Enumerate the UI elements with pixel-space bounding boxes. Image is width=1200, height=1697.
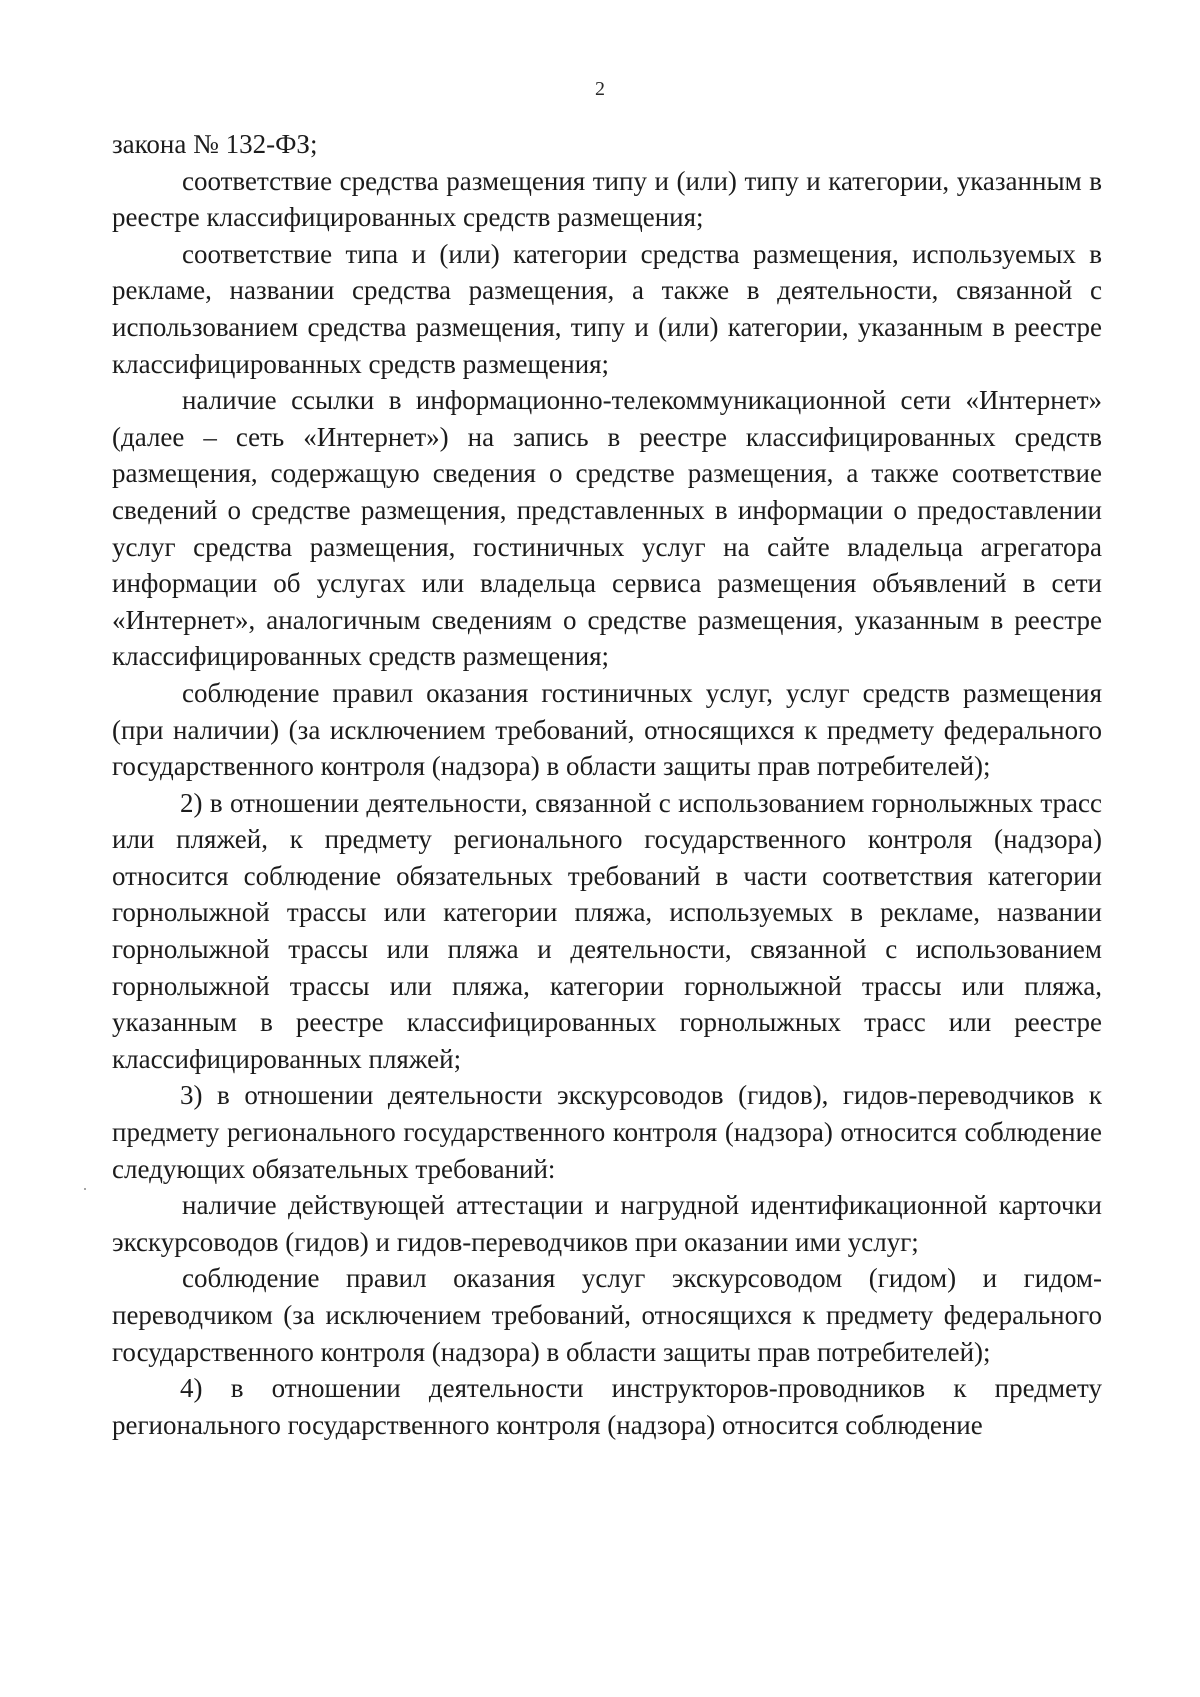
paragraph-item-3-guides: 3) в отношении деятельности экскурсоводов (гидов), гидов-переводчиков к предмету регионального государственного контроля (надзора) относится соблюдение следующих обязательных требований:	[112, 1080, 1102, 1184]
paragraph-guide-services-rules: соблюдение правил оказания услуг экскурсоводом (гидом) и гидом-переводчиком (за исключением требований, относящихся к предмету федерального государственного контроля (надзора) в области защиты прав потребителей);	[112, 1263, 1102, 1367]
paragraph-item-2-ski-beaches: 2) в отношении деятельности, связанной с использованием горнолыжных трасс или пляжей, к предмету регионального государственного контроля (надзора) относится соблюдение обязательных требований в части соответствия категории горнолыжной трассы или категории пляжа, используемых в рекламе, названии горнолыжной трассы или пляжа и деятельности, связанной с использованием горнолыжной трассы или пляжа, категории горнолыжной трассы или пляжа, указанным в реестре классифицированных горнолыжных трасс или реестре классифицированных пляжей;	[112, 787, 1102, 1074]
page-number: 2	[595, 78, 605, 100]
paragraph-hotel-services-rules: соблюдение правил оказания гостиничных услуг, услуг средств размещения (при наличии) (за исключением требований, относящихся к предмету федерального государственного контроля (надзора) в области защиты прав потребителей);	[112, 677, 1102, 782]
paragraph-advertising-category-match: соответствие типа и (или) категории средства размещения, используемых в рекламе, названии средства размещения, а также в деятельности, связанной с использованием средства размещения, типу и (или) категории, указанным в реестре классифицированных средств размещения;	[112, 238, 1102, 379]
paragraph-internet-link-requirement: наличие ссылки в информационно-телекоммуникационной сети «Интернет» (далее – сеть «Интернет») на запись в реестре классифицированных средств размещения, содержащую сведения о средстве размещения, а также соответствие сведений о средстве размещения, представленных в информации о предоставлении услуг средства размещения, гостиничных услуг на сайте владельца агрегатора информации об услугах или владельца сервиса размещения объявлений в сети «Интернет», аналогичным сведениям о средстве размещения, указанным в реестре классифицированных средств размещения;	[112, 385, 1102, 672]
paragraph-law-reference: закона № 132-ФЗ;	[112, 129, 318, 159]
paragraph-item-4-instructors: 4) в отношении деятельности инструкторов-проводников к предмету регионального государственного контроля (надзора) относится соблюдение	[112, 1373, 1102, 1440]
scan-speck	[84, 1188, 86, 1190]
paragraph-type-category-match: соответствие средства размещения типу и (или) типу и категории, указанным в реестре классифицированных средств размещения;	[112, 165, 1102, 233]
document-body	[112, 126, 1102, 1443]
paragraph-guide-certification: наличие действующей аттестации и нагрудной идентификационной карточки экскурсоводов (гидов) и гидов-переводчиков при оказании ими услуг;	[112, 1190, 1102, 1257]
